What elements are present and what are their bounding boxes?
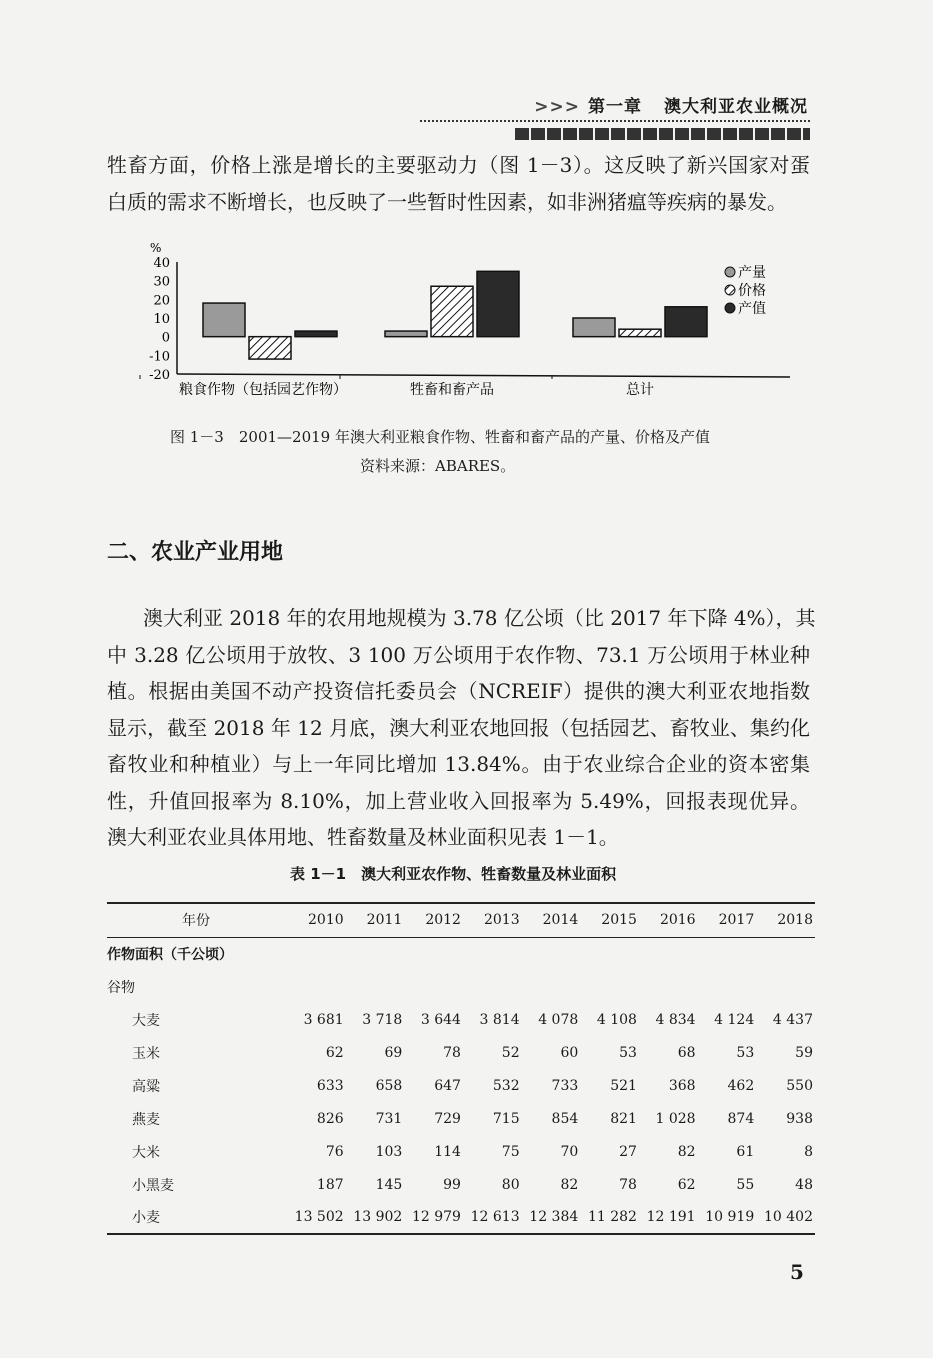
table-cell: 55	[736, 1176, 755, 1193]
table-cell: 53	[736, 1044, 755, 1061]
table-cell: 938	[786, 1110, 813, 1127]
section-heading: 二、农业产业用地	[107, 540, 284, 565]
table-group-row	[107, 970, 815, 1003]
year-label: 年份	[182, 913, 210, 930]
bar-价格	[431, 286, 473, 336]
bar-价格	[619, 329, 661, 336]
table-cell: 70	[560, 1143, 579, 1160]
table-cell: 3 814	[479, 1011, 520, 1028]
table-cell: 3 644	[420, 1011, 461, 1028]
y-tick-label: 10	[153, 312, 170, 327]
table-row	[107, 1036, 815, 1069]
table-cell: 12 979	[411, 1209, 461, 1225]
table-cell: 60	[560, 1044, 579, 1061]
text-line: 中 3.28 亿公顷用于放牧、3 100 万公顷用于农作物、73.1 万公顷用于林业种	[107, 642, 810, 667]
table-cell: 633	[316, 1077, 344, 1094]
table-section-row	[107, 937, 815, 970]
table-cell: 658	[375, 1077, 403, 1094]
x-tick-label: 粮食作物（包括园艺作物）	[179, 382, 347, 398]
y-axis-label: %	[150, 241, 162, 255]
table-cell: 76	[325, 1143, 344, 1160]
page-number: 5	[790, 1260, 804, 1284]
row-label: 大麦	[132, 1012, 160, 1029]
year-header: 2010	[308, 912, 344, 929]
table-cell: 4 437	[772, 1011, 813, 1028]
table-title: 表 1－1 澳大利亚农作物、牲畜数量及林业面积	[290, 865, 617, 883]
table-cell: 99	[443, 1176, 461, 1193]
table-cell: 103	[375, 1143, 403, 1160]
table-cell: 647	[434, 1077, 461, 1094]
text-line: 牲畜方面，价格上涨是增长的主要驱动力（图 1－3）。这反映了新兴国家对蛋	[107, 153, 810, 177]
table-cell: 62	[677, 1176, 696, 1193]
figure-source: 资料来源：ABARES。	[360, 457, 516, 475]
table-cell: 27	[619, 1143, 637, 1160]
year-header: 2012	[425, 912, 461, 929]
bar-产值	[665, 307, 707, 337]
table-cell: 69	[384, 1044, 403, 1061]
table-cell: 114	[434, 1143, 461, 1160]
data-table	[107, 902, 815, 1235]
table-cell: 10 919	[705, 1209, 755, 1225]
table-cell: 78	[443, 1044, 461, 1061]
table-cell: 10 402	[764, 1209, 813, 1225]
bar-产量	[385, 331, 427, 337]
text-line: 白质的需求不断增长，也反映了一些暂时性因素，如非洲猪瘟等疾病的暴发。	[107, 190, 787, 214]
table-cell: 532	[492, 1077, 520, 1094]
table-cell: 854	[551, 1110, 579, 1127]
text-line: 性，升值回报率为 8.10%，加上营业收入回报率为 5.49%，回报表现优异。	[107, 788, 810, 813]
year-header: 2015	[601, 912, 637, 929]
x-axis	[177, 374, 790, 377]
table-cell: 733	[551, 1077, 579, 1094]
table-cell: 145	[375, 1176, 403, 1193]
table-cell: 715	[492, 1110, 520, 1127]
year-header: 2016	[659, 912, 696, 929]
table-cell: 78	[619, 1176, 637, 1193]
table-cell: 462	[727, 1077, 755, 1094]
bar-产值	[477, 271, 519, 336]
table-cell: 521	[610, 1077, 637, 1094]
text-line: 澳大利亚 2018 年的农用地规模为 3.78 亿公顷（比 2017 年下降 4%），其	[143, 606, 816, 630]
row-label: 大米	[132, 1144, 160, 1161]
table-row	[107, 1201, 815, 1234]
table-cell: 729	[434, 1110, 461, 1127]
table-cell: 550	[786, 1077, 813, 1094]
year-header: 2017	[718, 912, 755, 929]
table-cell: 8	[804, 1143, 813, 1160]
year-header: 2018	[777, 912, 813, 929]
row-label: 高粱	[132, 1078, 160, 1095]
table-cell: 75	[501, 1143, 520, 1160]
table-row	[107, 1069, 815, 1102]
table-cell: 13 502	[294, 1209, 344, 1225]
table-cell: 821	[610, 1110, 637, 1127]
table-cell: 4 078	[538, 1011, 579, 1028]
table-cell: 82	[677, 1143, 696, 1160]
table-row	[107, 1003, 815, 1036]
legend-label: 价格	[738, 283, 766, 299]
table-cell: 4 124	[714, 1011, 755, 1028]
x-tick-label: 牲畜和畜产品	[410, 382, 494, 398]
y-tick-label: 0	[161, 330, 170, 346]
legend-label: 产量	[738, 265, 766, 281]
table-cell: 59	[795, 1044, 813, 1061]
table-cell: 82	[560, 1176, 579, 1193]
legend-marker	[725, 285, 735, 295]
y-tick-label: 40	[153, 256, 170, 271]
legend-marker	[725, 303, 735, 313]
table-cell: 826	[316, 1110, 344, 1127]
table-cell: 3 681	[303, 1011, 344, 1028]
year-header: 2011	[366, 912, 403, 929]
table-cell: 52	[501, 1044, 520, 1061]
text-line: 畜牧业和种植业）与上一年同比增加 13.84%。由于农业综合企业的资本密集	[107, 752, 810, 776]
table-cell: 731	[375, 1110, 403, 1127]
bar-价格	[249, 337, 291, 359]
row-label: 燕麦	[132, 1111, 160, 1128]
table-row	[107, 1168, 815, 1201]
table-cell: 68	[677, 1044, 696, 1061]
table-cell: 62	[325, 1044, 344, 1061]
y-tick-label: -20	[149, 368, 170, 383]
table-cell: 13 902	[353, 1209, 403, 1225]
figure-caption: 图 1－3 2001—2019 年澳大利亚粮食作物、牲畜和畜产品的产量、价格及产值	[170, 428, 710, 446]
table-cell: 48	[795, 1176, 813, 1193]
y-tick-label: 20	[153, 293, 170, 309]
bar-chart	[140, 238, 800, 398]
table-cell: 4 108	[596, 1011, 637, 1028]
table-cell: 874	[727, 1110, 755, 1127]
table-header-row	[107, 903, 815, 937]
table-cell: 3 718	[362, 1011, 403, 1028]
table-cell: 187	[316, 1176, 344, 1193]
text-line: 显示，截至 2018 年 12 月底，澳大利亚农地回报（包括园艺、畜牧业、集约化	[107, 715, 810, 740]
bar-产值	[295, 331, 337, 337]
legend-marker	[725, 267, 735, 277]
header-dotted-rule	[420, 120, 810, 122]
table-row	[107, 1102, 815, 1135]
table-cell: 1 028	[655, 1110, 696, 1127]
table-cell: 4 834	[655, 1011, 696, 1028]
legend-label: 产值	[738, 301, 766, 317]
table-cell: 368	[668, 1077, 696, 1094]
table-cell: 12 613	[470, 1209, 520, 1225]
table-cell: 11 282	[587, 1209, 637, 1225]
header-title: 澳大利亚农业概况	[664, 97, 808, 117]
table-cell: 80	[501, 1176, 520, 1193]
table-row	[107, 1135, 815, 1168]
table-cell: 12 384	[529, 1209, 579, 1225]
header-chapter: 第一章	[588, 97, 642, 117]
running-header	[534, 92, 808, 117]
x-tick-label: 总计	[626, 382, 654, 398]
year-header: 2013	[483, 912, 520, 929]
text-line: 澳大利亚农业具体用地、牲畜数量及林业面积见表 1－1。	[107, 825, 619, 849]
group-label: 谷物	[107, 979, 135, 996]
row-label: 玉米	[132, 1045, 160, 1062]
table-cell: 53	[619, 1044, 637, 1061]
bar-产量	[203, 303, 245, 337]
text-line: 植。根据由美国不动产投资信托委员会（NCREIF）提供的澳大利亚农地指数	[107, 679, 810, 703]
row-label: 小麦	[132, 1210, 160, 1226]
y-tick-label: -10	[149, 349, 170, 365]
bar-产量	[573, 318, 615, 337]
table-cell: 12 191	[646, 1209, 696, 1225]
table-cell: 61	[736, 1143, 755, 1160]
section-label: 作物面积（千公顷）	[107, 946, 233, 963]
year-header: 2014	[542, 912, 579, 929]
y-tick-label: 30	[153, 274, 170, 290]
header-arrows: >>>	[534, 97, 580, 117]
header-block-bar	[515, 128, 810, 140]
row-label: 小黑麦	[132, 1177, 174, 1194]
